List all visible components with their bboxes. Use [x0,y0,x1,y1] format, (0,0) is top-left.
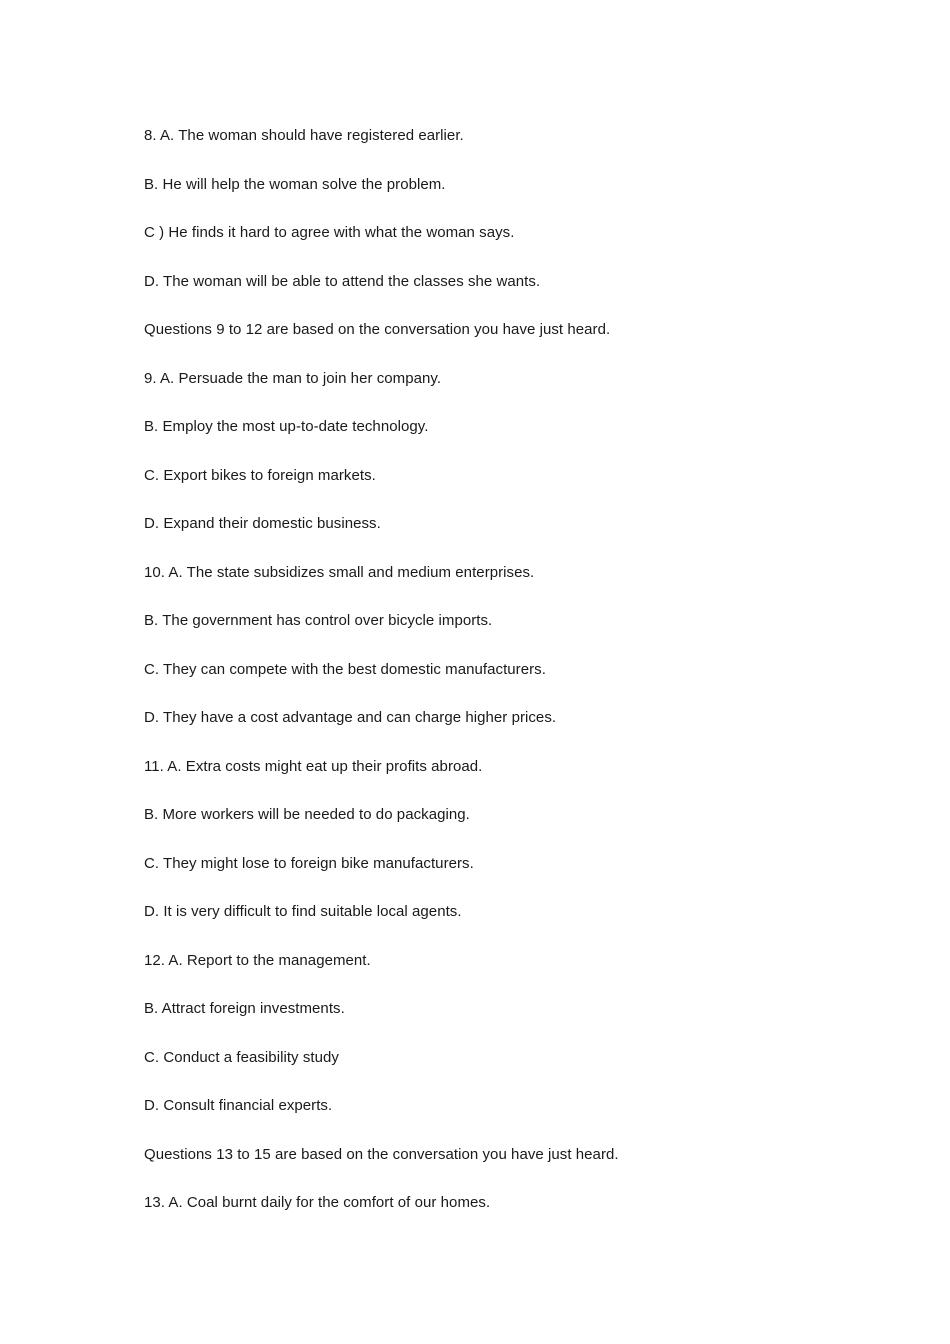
q10-option-d: D. They have a cost advantage and can charge higher prices. [144,709,557,726]
q13-option-a: 13. A. Coal burnt daily for the comfort of our homes. [144,1194,491,1211]
q8-option-d: D. The woman will be able to attend the classes she wants. [144,272,541,290]
q8-option-b: B. He will help the woman solve the problem. [144,175,446,193]
section-heading-q13-15: Questions 13 to 15 are based on the conversation you have just heard. [144,1145,619,1163]
q10-option-c: C. They can compete with the best domestic manufacturers. [144,660,546,678]
q11-option-a: 11. A. Extra costs might eat up their profits abroad. [144,757,483,775]
q10-option-a: 10. A. The state subsidizes small and medium enterprises. [144,563,535,581]
q11-option-b: B. More workers will be needed to do packaging. [144,806,470,823]
q12-option-c: C. Conduct a feasibility study [144,1048,339,1066]
q9-option-a: 9. A. Persuade the man to join her company. [144,369,442,387]
document-body [144,126,844,1242]
q9-option-b: B. Employ the most up-to-date technology. [144,418,429,435]
q8-option-a: 8. A. The woman should have registered earlier. [144,127,464,144]
q12-option-a: 12. A. Report to the management. [144,951,371,969]
q10-option-b: B. The government has control over bicycle imports. [144,612,493,629]
section-heading-q9-12: Questions 9 to 12 are based on the conversation you have just heard. [144,321,611,338]
q12-option-d: D. Consult financial experts. [144,1097,333,1114]
q11-option-c: C. They might lose to foreign bike manufacturers. [144,854,474,872]
q11-option-d: D. It is very difficult to find suitable local agents. [144,903,462,920]
q9-option-d: D. Expand their domestic business. [144,515,381,532]
q8-option-c: C ) He finds it hard to agree with what the woman says. [144,224,515,241]
q9-option-c: C. Export bikes to foreign markets. [144,466,376,484]
q12-option-b: B. Attract foreign investments. [144,1000,345,1017]
